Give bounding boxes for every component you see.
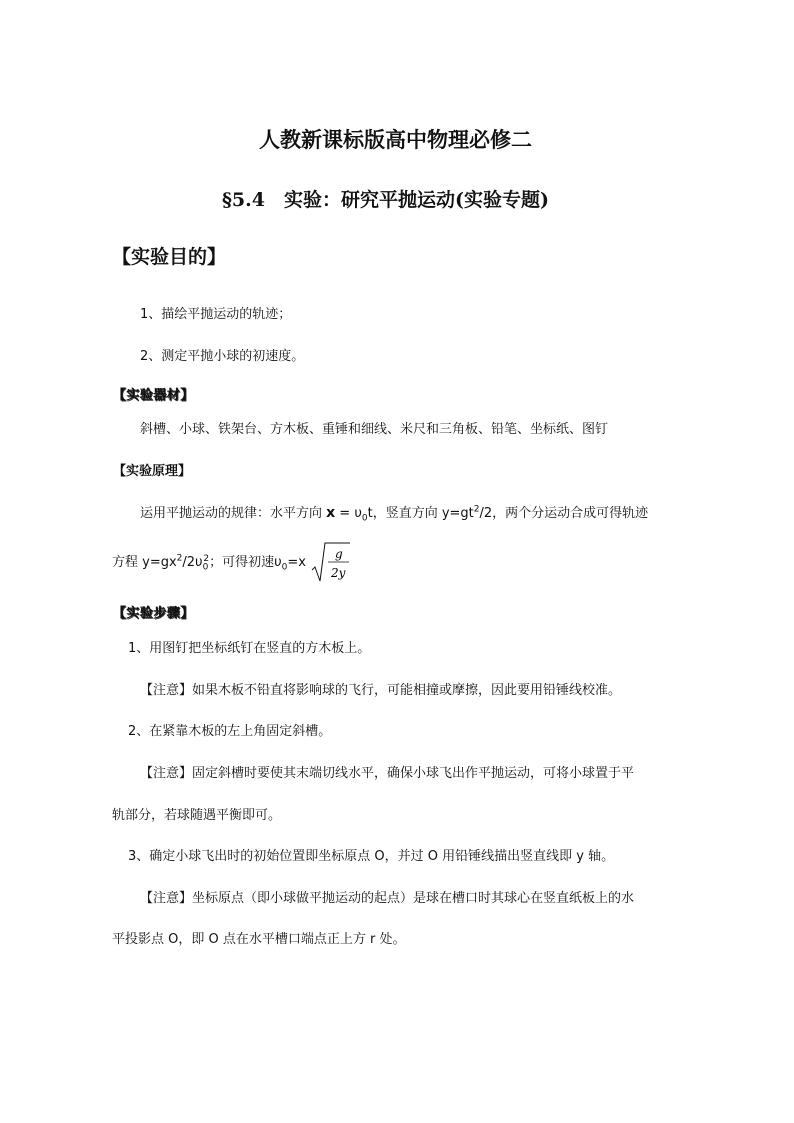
steps-heading: 【实验步骤】: [113, 606, 195, 621]
step-2: 2、在紧靠木板的左上角固定斜槽。: [128, 724, 332, 739]
superscript: 2: [176, 553, 183, 564]
step-1: 1、用图钉把坐标纸钉在竖直的方木板上。: [128, 641, 371, 656]
equipment-heading: 【实验器材】: [113, 388, 195, 403]
doc-title: 人教新课标版高中物理必修二: [259, 127, 532, 152]
principle-text: = υ: [335, 506, 362, 521]
var-x: x: [326, 505, 336, 521]
subscript: 0: [281, 562, 288, 573]
sqrt-fraction: [311, 540, 351, 584]
sqrt-numerator: g: [335, 547, 343, 561]
note-1: 【注意】如果木板不铅直将影响球的飞行，可能相撞或摩擦，因此要用铅锤线校准。: [140, 683, 622, 698]
principle-text: /2，两个分运动合成可得轨迹: [479, 506, 649, 521]
sqrt-symbol: [311, 540, 351, 584]
superscript: 2: [473, 504, 480, 515]
note-3-line-1: 【注意】坐标原点（即小球做平抛运动的起点）是球在槽口时其球心在竖直纸板上的水: [140, 891, 635, 906]
principle-text: 运用平抛运动的规律：水平方向: [140, 506, 327, 521]
subscript: 0: [202, 562, 209, 573]
equipment-text: 斜槽、小球、铁架台、方木板、重锤和细线、米尺和三角板、铅笔、坐标纸、图钉: [140, 422, 609, 437]
principle-text: /2υ: [182, 555, 203, 571]
subscript: 0: [361, 513, 368, 524]
principle-line-2: [112, 540, 351, 584]
principle-heading: 【实验原理】: [113, 464, 192, 479]
principle-text: =x: [287, 555, 306, 571]
principle-line-1: [140, 502, 648, 524]
note-2-line-2: 轨部分，若球随遇平衡即可。: [112, 808, 282, 823]
section-title: §5.4 实验：研究平抛运动(实验专题): [222, 189, 549, 211]
principle-text: t，竖直方向 y=gt: [367, 506, 474, 521]
purpose-item-2: 2、测定平抛小球的初速度。: [140, 349, 305, 364]
sqrt-denominator: 2y: [331, 566, 346, 580]
purpose-item-1: 1、描绘平抛运动的轨迹；: [140, 307, 292, 322]
principle-text: 方程 y=gx: [112, 555, 177, 571]
note-2-line-1: 【注意】固定斜槽时要使其末端切线水平，确保小球飞出作平抛运动，可将小球置于平: [140, 766, 635, 781]
superscript: 2: [203, 553, 210, 564]
purpose-heading: 【实验目的】: [112, 246, 227, 268]
principle-text: ；可得初速υ: [209, 555, 282, 571]
step-3: 3、确定小球飞出时的初始位置即坐标原点 O，并过 O 用铅锤线描出竖直线即 y 轴。: [128, 849, 615, 864]
equation-text: [112, 551, 306, 573]
note-3-line-2: 平投影点 O，即 O 点在水平槽口端点正上方 r 处。: [112, 932, 406, 947]
